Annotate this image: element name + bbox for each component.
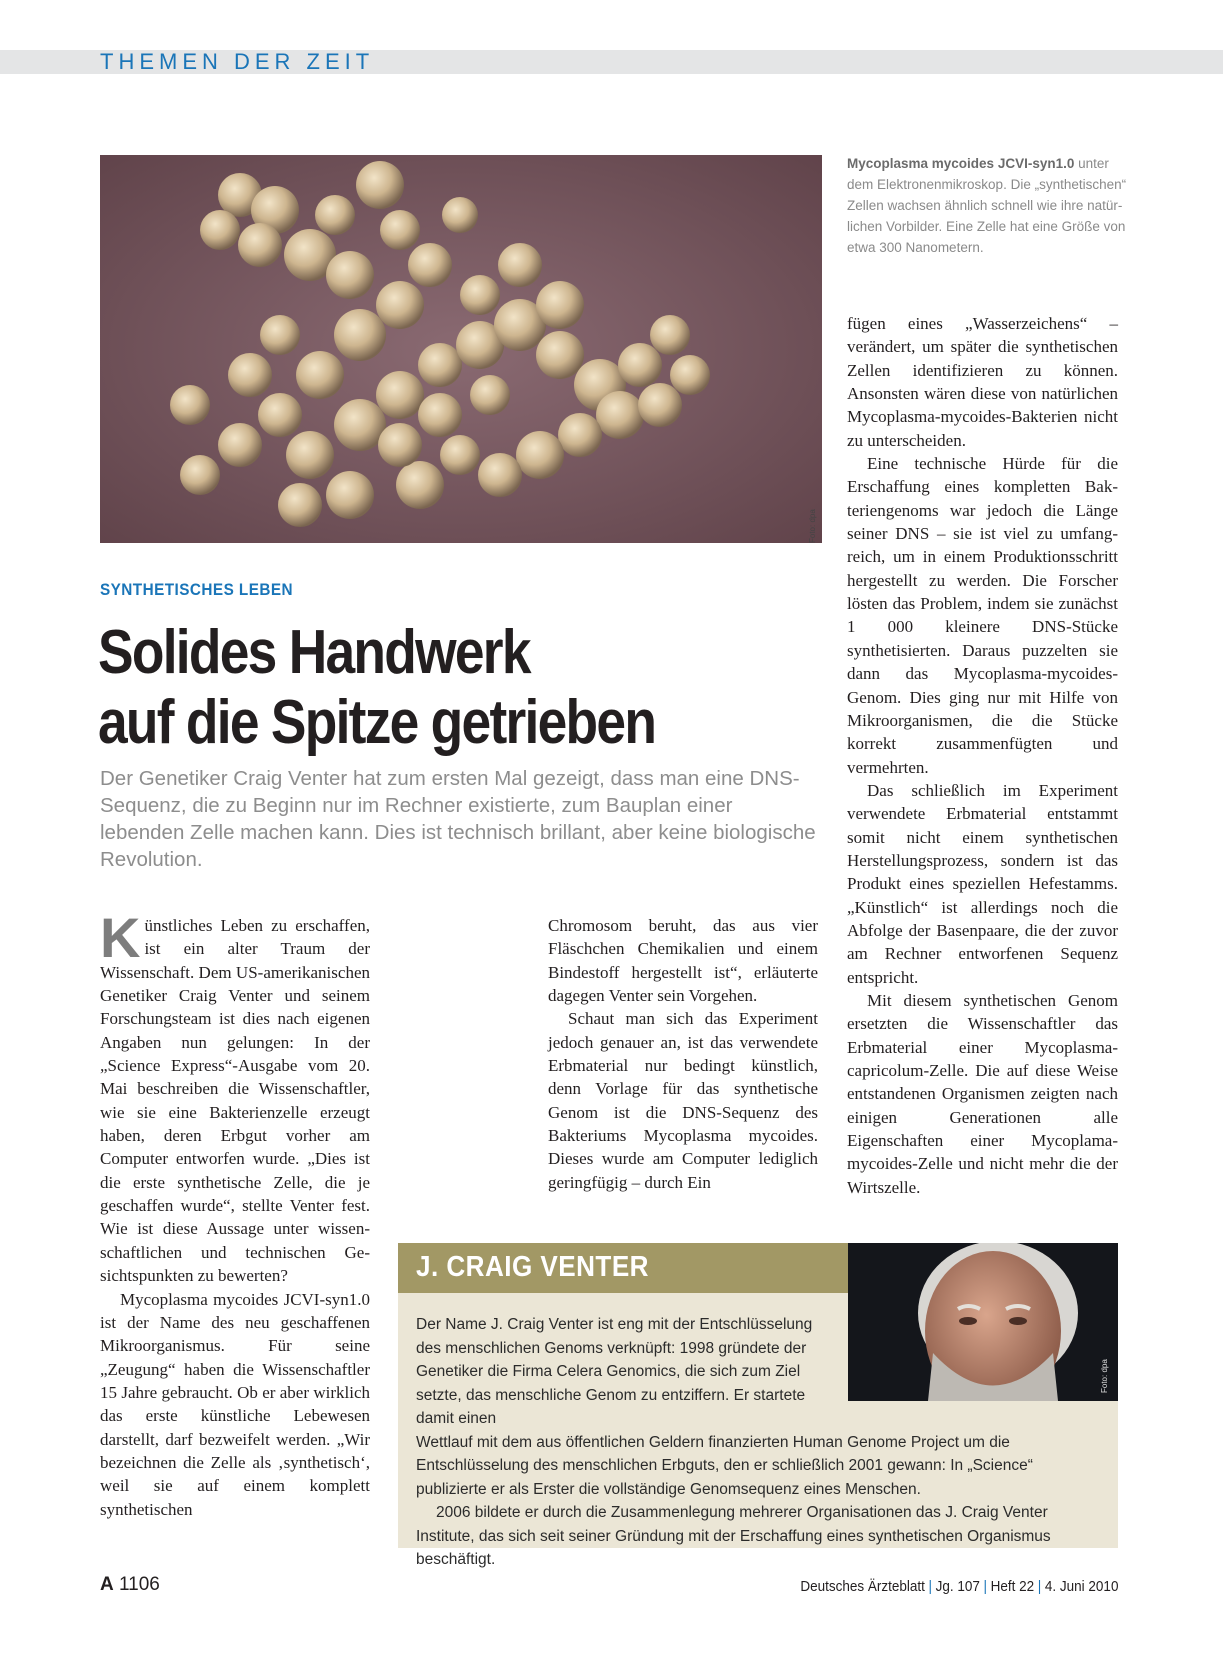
- column-3-paragraph-4: Mit diesem synthetischen Genom ersetzten die Wissenschaftler das Erbmaterial einer Mycoplasma-capricolum-Zelle. Die auf diese Weise entstandenen Organismen zeigten nach einigen Generationen alle Eigenschaften einer Mycoplama-mycoides-Zelle und nicht mehr die der Wirtszelle.: [847, 990, 1118, 1197]
- bacterium-cell: [638, 383, 682, 427]
- article-column-2: [548, 914, 818, 1194]
- info-box-paragraph-2: 2006 bildete er durch die Zusammenlegung mehrerer Organisationen das J. Craig Venter Institute, das sich seit seiner Gründung mit der Erschaffung eines synthetischen Organismus beschäftigt.: [416, 1504, 1051, 1568]
- bacterium-cell: [380, 210, 420, 250]
- bacterium-cell: [558, 413, 602, 457]
- column-2-paragraph-1: Chromosom beruht, das aus vier Fläschchen Chemikalien und einem Bindestoff hergestellt ist“, erläuterte dagegen Venter sein Vorgehen.: [548, 916, 818, 1006]
- column-3-paragraph-1: fügen eines „Wasserzeichens“ – verändert, um später die synthetischen Zellen identifizieren zu können. Ansonsten wären diese von natürlichen Mycoplasma-mycoides-Bakterien nicht zu unterscheiden.: [847, 314, 1118, 450]
- journal-name: Deutsches Ärzteblatt: [799, 1578, 925, 1595]
- bacterium-cell: [296, 351, 344, 399]
- info-box-title: J. CRAIG VENTER: [416, 1251, 649, 1283]
- bacterium-cell: [418, 343, 462, 387]
- drop-cap: K: [100, 906, 141, 969]
- bacterium-cell: [326, 471, 374, 519]
- bacterium-cell: [650, 315, 690, 355]
- article-standfirst: Der Genetiker Craig Venter hat zum ersten Mal gezeigt, dass man eine DNS-Sequenz, die zu Beginn nur im Rechner existierte, zum Bauplan einer lebenden Zelle machen kann. Dies ist technisch brillant, aber keine biologische Revolution.: [100, 767, 816, 871]
- article-headline: [98, 618, 717, 758]
- bacterium-cell: [408, 243, 452, 287]
- article-kicker: SYNTHETISCHES LEBEN: [100, 580, 294, 599]
- bacterium-cell: [238, 223, 282, 267]
- bacterium-cell: [376, 371, 424, 419]
- bacterium-cell: [536, 281, 584, 329]
- column-2-paragraph-2: Schaut man sich das Experiment jedoch genauer an, ist das verwendete Erbmaterial nur bedingt künstlich, denn Vorlage für das synthetische Genom ist die DNS-Sequenz des Bakteriums Mycoplasma mycoides. Dieses wurde am Computer lediglich geringfügig – durch Ein: [548, 1009, 818, 1192]
- info-box-paragraph-1-wide: Wettlauf mit dem aus öffentlichen Geldern finanzierten Human Genome Project um die Entschlüsselung des menschlichen Erbguts, den er schließlich 2001 gewann: In „Science“ publizierte er als Erster die vollständige Genomsequenz eines Menschen.: [416, 1433, 1033, 1498]
- page-number: [100, 1574, 160, 1596]
- bacterium-cell: [596, 391, 644, 439]
- bacterium-cell: [478, 453, 522, 497]
- headline-line-1: Solides Handwerk: [98, 618, 530, 687]
- caption-bold: Mycoplasma mycoides JCVI-syn1.0: [847, 156, 1075, 171]
- bacterium-cell: [498, 243, 542, 287]
- separator: |: [1037, 1578, 1041, 1595]
- info-box-text: [416, 1313, 1106, 1572]
- page-prefix: A: [100, 1574, 114, 1595]
- image-caption: [847, 153, 1137, 258]
- info-box-header: [398, 1243, 848, 1293]
- bacterium-cell: [315, 195, 355, 235]
- column-1-paragraph-1-text: ünstliches Leben zu erschaffen, ist ein alter Traum der Wissenschaft. Dem US-amerikanischen Genetiker Craig Venter und seinem Forschungsteam ist dies nach eigenen Angaben nun gelungen: In der „Science Express“-Ausgabe vom 20. Mai beschreiben die Wissenschaftler, wie sie eine Bakterienzelle erzeugt haben, deren Erbgut vorher am Computer entworfen wurde. „Dies ist die erste synthetische Zelle, die je geschaffen wurde“, stellte Venter fest. Wie ist diese Aussage unter wissenschaftlichen und technischen Gesichtspunkten zu bewerten?: [100, 916, 370, 1286]
- article-column-3: [847, 312, 1118, 1199]
- portrait-photo-credit: Foto: dpa: [1100, 1359, 1109, 1393]
- article-column-1: [100, 906, 370, 1521]
- journal-info: [800, 1578, 1118, 1595]
- micrograph-illustration: [100, 155, 822, 543]
- caption-text: unter dem Elektronenmikroskop. Die „synthetischen“ Zellen wachsen ähnlich schnell wie ihre natürlichen Vorbilder. Eine Zelle hat eine Größe von etwa 300 Nanometern.: [847, 156, 1127, 255]
- bacterium-cell: [278, 483, 322, 527]
- bacterium-cell: [326, 251, 374, 299]
- bacterium-cell: [334, 309, 386, 361]
- section-title: THEMEN DER ZEIT: [100, 49, 375, 74]
- bacterium-cell: [200, 210, 240, 250]
- separator: |: [928, 1578, 932, 1595]
- bacterium-cell: [170, 385, 210, 425]
- journal-issue: Heft 22: [990, 1578, 1034, 1595]
- bacterium-cell: [396, 461, 444, 509]
- separator: |: [983, 1578, 987, 1595]
- bacterium-cell: [260, 315, 300, 355]
- bacterium-cell: [440, 435, 480, 475]
- column-1-paragraph-2: Mycoplasma mycoides JCVI-syn1.0 ist der Name des neu geschaffenen Mikroorganismus. Für seine „Zeugung“ haben die Wissenschaftler 15 Jahre gebraucht. Ob er aber wirklich das erste künstliche Lebewesen darstellt, darf bezweifelt werden. „Wir bezeichnen die Zelle als ‚synthetisch‘, weil sie auf einem komplett synthetischen: [100, 1289, 370, 1519]
- bacterium-cell: [618, 343, 662, 387]
- bacterium-cell: [376, 281, 424, 329]
- bacterium-cell: [180, 455, 220, 495]
- hero-image-bacteria: [100, 155, 822, 543]
- journal-volume: Jg. 107: [935, 1578, 980, 1595]
- bacterium-cell: [516, 431, 564, 479]
- bacterium-cell: [460, 275, 500, 315]
- hero-photo-credit: Foto: dpa: [808, 509, 817, 543]
- info-box-paragraph-1-narrow: Der Name J. Craig Venter ist eng mit der Entschlüsselung des menschlichen Genoms verknüpft: 1998 gründete der Genetiker die Firma Celera Genomics, die sich zum Ziel setzte, das menschliche Genom zu entziffern. Er startete damit einen: [416, 1316, 813, 1427]
- bacterium-cell: [356, 161, 404, 209]
- bacterium-cell: [536, 331, 584, 379]
- page-number-value: 1106: [119, 1574, 160, 1595]
- info-box-craig-venter: [398, 1243, 1118, 1568]
- bacterium-cell: [228, 353, 272, 397]
- column-1-paragraph-1: [100, 906, 370, 1288]
- bacterium-cell: [442, 197, 478, 233]
- column-3-paragraph-3: Das schließlich im Experiment verwendete Erbmaterial entstammt somit nicht einem synthetischen Herstellungsprozess, sondern ist das Produkt eines speziellen Hefestamms. „Künstlich“ ist allerdings noch die Abfolge der Basenpaare, die der zuvor am Rechner entworfenen Sequenz entspricht.: [847, 780, 1118, 987]
- bacterium-cell: [218, 423, 262, 467]
- journal-date: 4. Juni 2010: [1044, 1578, 1118, 1595]
- bacterium-cell: [470, 375, 510, 415]
- bacterium-cell: [258, 393, 302, 437]
- column-3-paragraph-2: Eine technische Hürde für die Erschaffung eines kompletten Bakteriengenoms war jedoch die Länge seiner DNS – sie ist viel zu umfangreich, um in einem Produktionsschritt hergestellt zu werden. Die Forscher lösten das Problem, indem sie zunächst 1 000 kleinere DNS-Stücke synthetisierten. Daraus puzzelten sie dann das Mycoplasma-mycoides-Genom. Dies ging nur mit Hilfe von Mikroorganismen, die die Stücke korrekt zusammenfügten und vermehrten.: [847, 454, 1118, 777]
- headline-line-2: auf die Spitze getrieben: [98, 688, 656, 757]
- bacterium-cell: [286, 431, 334, 479]
- bacterium-cell: [670, 355, 710, 395]
- bacterium-cell: [418, 393, 462, 437]
- bacterium-cell: [378, 423, 422, 467]
